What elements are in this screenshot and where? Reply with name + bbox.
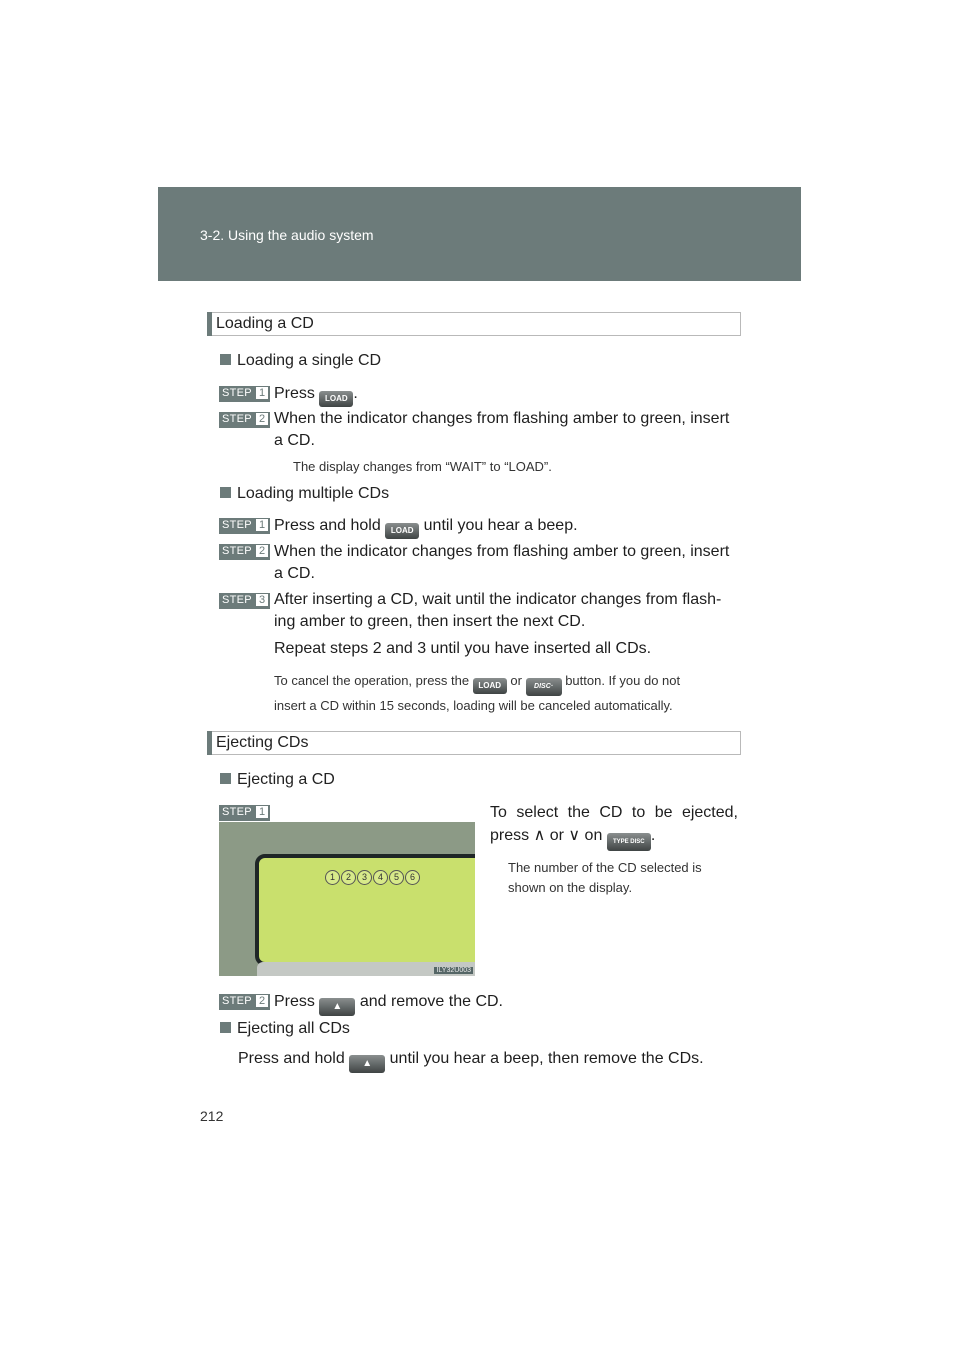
- step-badge: STEP 2: [219, 994, 270, 1010]
- note-text: The display changes from “WAIT” to “LOAD”.: [293, 459, 552, 474]
- type-disc-button-icon: TYPE DISC: [607, 833, 651, 851]
- breadcrumb: 3-2. Using the audio system: [200, 227, 374, 243]
- step-badge: STEP 2: [219, 544, 270, 560]
- disc-number-indicators: 1 2 3 4 5 6: [325, 870, 420, 885]
- eject-button-icon: ▲: [349, 1055, 385, 1073]
- step-badge: STEP 1: [219, 805, 270, 821]
- step-text: When the indicator changes from flashing amber to green, insert a CD.: [274, 543, 730, 582]
- step-text: After inserting a CD, wait until the indicator changes from flash- ing amber to green, then insert the next CD. Repeat steps 2 and 3 until you have inserted all CDs.: [274, 591, 722, 657]
- step-badge: STEP 1: [219, 518, 270, 534]
- note-text: To cancel the operation, press the LOAD or DISC· button. If you do not insert a CD within 15 seconds, loading will be canceled automatically.: [274, 673, 681, 713]
- subheading-loading-multiple: Loading multiple CDs: [220, 485, 389, 503]
- load-button-icon: LOAD: [385, 523, 419, 539]
- step-badge: STEP 1: [219, 386, 270, 402]
- subheading-ejecting-single: Ejecting a CD: [220, 771, 335, 789]
- image-code: ILY32U003: [436, 967, 471, 974]
- step-text: When the indicator changes from flashing amber to green, insert a CD.: [274, 410, 730, 449]
- load-button-icon: LOAD: [319, 391, 353, 407]
- subheading-ejecting-all: Ejecting all CDs: [220, 1020, 350, 1038]
- ejecting-all-text: Press and hold ▲ until you hear a beep, then remove the CDs.: [238, 1048, 704, 1073]
- eject-button-icon: ▲: [319, 998, 355, 1016]
- disc-button-icon: DISC·: [526, 678, 562, 696]
- step-badge: STEP 2: [219, 412, 270, 428]
- audio-display-photo: [219, 822, 475, 976]
- step-text: Press ▲ and remove the CD.: [274, 991, 503, 1016]
- note-text: The number of the CD selected is shown on the display.: [508, 860, 702, 895]
- page-number: 212: [200, 1108, 224, 1124]
- section-title-loading: Loading a CD: [207, 312, 741, 336]
- subheading-loading-single: Loading a single CD: [220, 352, 381, 370]
- step-text: Press LOAD .: [274, 383, 358, 407]
- step-text: Press and hold LOAD until you hear a beep.: [274, 515, 578, 539]
- step-text: To select the CD to be ejected,: [490, 804, 738, 821]
- step-text: press ∧ or ∨ on TYPE DISC .: [490, 825, 655, 851]
- load-button-icon: LOAD: [473, 678, 507, 694]
- section-title-ejecting: Ejecting CDs: [207, 731, 741, 755]
- step-badge: STEP 3: [219, 593, 270, 609]
- chapter-header: [158, 187, 801, 281]
